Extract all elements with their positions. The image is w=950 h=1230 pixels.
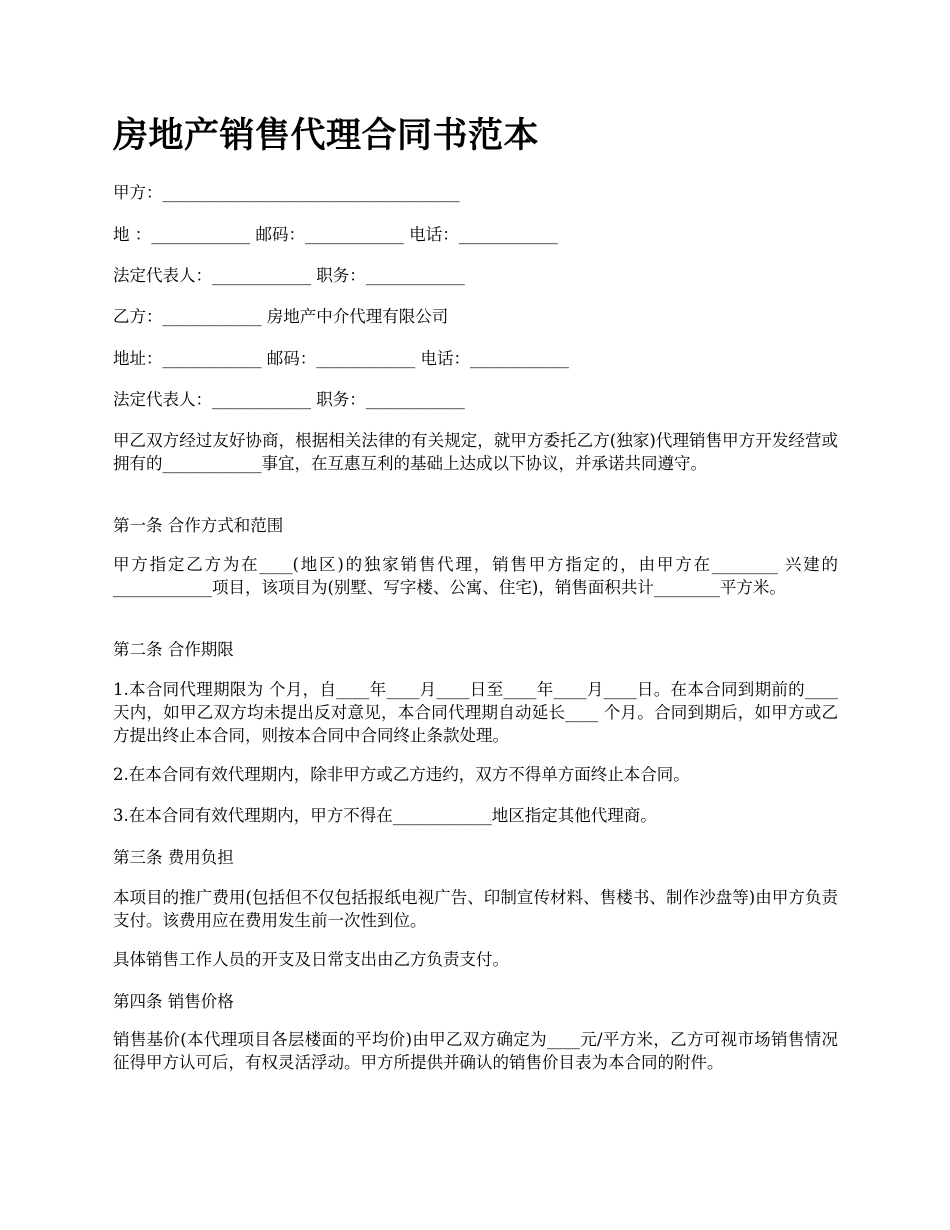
article-4-heading: 第四条 销售价格 xyxy=(113,992,234,1011)
article-1-body: 甲方指定乙方为在____(地区)的独家销售代理，销售甲方指定的，由甲方在________ 兴建的____________项目，该项目为(别墅、写字楼、公寓、住宅)，销售面积共计________平方米。 xyxy=(113,555,838,597)
party-a-name-line: 甲方：____________________________________ xyxy=(113,183,460,202)
party-b-name-line: 乙方：____________ 房地产中介代理有限公司 xyxy=(113,307,449,326)
party-a-representative-line: 法定代表人：____________ 职务：____________ xyxy=(113,266,465,285)
article-3-paragraph-1: 本项目的推广费用(包括但不仅包括报纸电视广告、印制宣传材料、售楼书、制作沙盘等)由甲方负责支付。该费用应在费用发生前一次性到位。 xyxy=(113,888,838,930)
article-2-heading: 第二条 合作期限 xyxy=(113,640,234,659)
article-3-heading: 第三条 费用负担 xyxy=(113,848,234,867)
party-b-representative-line: 法定代表人：____________ 职务：____________ xyxy=(113,390,465,409)
article-2-item-1: 1.本合同代理期限为 个月，自____年____月____日至____年____月____日。在本合同到期前的____天内，如甲乙双方均未提出反对意见，本合同代理期自动延长____ 个月。合同到期后，如甲方或乙方提出终止本合同，则按本合同中合同终止条款处理。 xyxy=(113,680,838,745)
article-1-heading: 第一条 合作方式和范围 xyxy=(113,516,284,535)
document-title: 房地产销售代理合同书范本 xyxy=(113,115,540,156)
intro-paragraph: 甲乙双方经过友好协商，根据相关法律的有关规定，就甲方委托乙方(独家)代理销售甲方开发经营或拥有的____________事宜，在互惠互利的基础上达成以下协议，并承诺共同遵守。 xyxy=(113,431,838,473)
party-b-address-line: 地址：____________ 邮码：____________ 电话：____________ xyxy=(113,349,569,368)
article-4-body: 销售基价(本代理项目各层楼面的平均价)由甲乙双方确定为____元/平方米，乙方可视市场销售情况征得甲方认可后，有权灵活浮动。甲方所提供并确认的销售价目表为本合同的附件。 xyxy=(113,1030,838,1072)
article-2-item-3: 3.在本合同有效代理期内，甲方不得在____________地区指定其他代理商。 xyxy=(113,806,657,825)
article-3-paragraph-2: 具体销售工作人员的开支及日常支出由乙方负责支付。 xyxy=(113,950,509,969)
article-2-item-2: 2.在本合同有效代理期内，除非甲方或乙方违约，双方不得单方面终止本合同。 xyxy=(113,765,690,784)
party-a-address-line: 地 ：____________ 邮码：____________ 电话：____________ xyxy=(113,225,558,244)
